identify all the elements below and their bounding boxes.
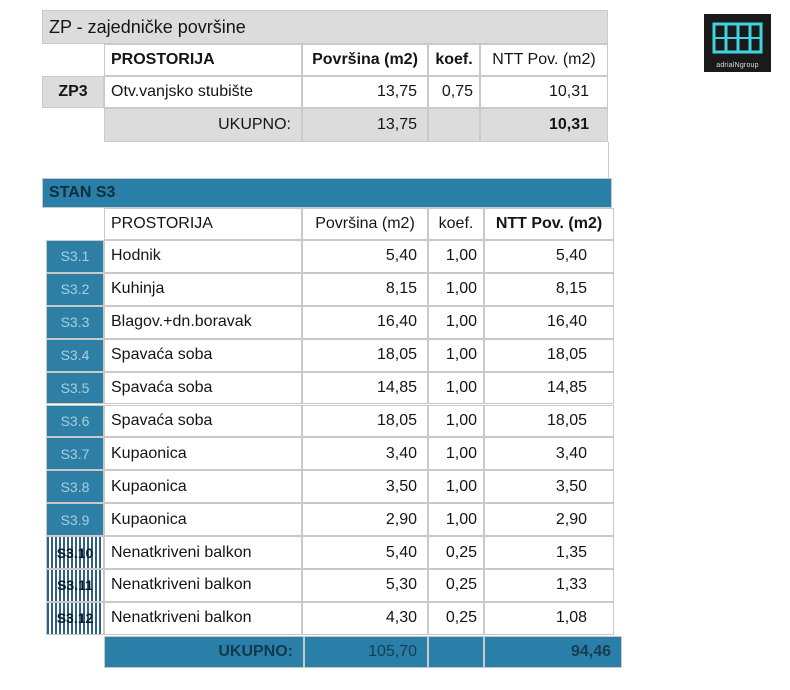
stan-row-area: 8,15 (302, 273, 428, 306)
zp-header-coef: koef. (428, 44, 480, 76)
stan-row-room: Kupaonica (104, 503, 302, 536)
stan-row-room: Kupaonica (104, 470, 302, 503)
stan-header-ntt: NTT Pov. (m2) (484, 208, 614, 240)
stan-header-coef: koef. (428, 208, 484, 240)
stan-row-coef: 0,25 (428, 536, 484, 569)
stan-row-id: S3.7 (46, 437, 104, 470)
stan-row-id: S3.11 (46, 569, 104, 602)
stan-total-label-cell (104, 636, 304, 668)
zp-section-title: ZP - zajedničke površine (42, 10, 608, 44)
zp-total-ntt: 10,31 (480, 108, 608, 142)
stan-row-room: Nenatkriveni balkon (104, 602, 302, 635)
stan-row-room: Spavaća soba (104, 405, 302, 438)
stan-total-label: UKUPNO: (218, 643, 293, 660)
stan-section-title: STAN S3 (42, 178, 612, 208)
stan-total-ntt: 94,46 (484, 636, 622, 668)
stan-row-coef: 0,25 (428, 569, 484, 602)
stan-row-id: S3.1 (46, 240, 104, 273)
stan-row-id: S3.6 (46, 405, 104, 438)
stan-row-coef: 1,00 (428, 372, 484, 405)
stan-row-room: Nenatkriveni balkon (104, 536, 302, 569)
stan-row-room: Spavaća soba (104, 339, 302, 372)
stan-row-ntt: 3,50 (484, 470, 614, 503)
stan-row-ntt: 1,33 (484, 569, 614, 602)
stan-row-area: 4,30 (302, 602, 428, 635)
stan-row-coef: 1,00 (428, 339, 484, 372)
zp-row-ntt: 10,31 (480, 76, 608, 108)
stan-row-ntt: 14,85 (484, 372, 614, 405)
company-logo (704, 14, 771, 72)
zp-total-coef-empty (428, 108, 480, 142)
stan-row-coef: 1,00 (428, 240, 484, 273)
logo-text: adrialNgroup (716, 62, 759, 69)
stan-row-ntt: 3,40 (484, 437, 614, 470)
stan-total-area: 105,70 (304, 636, 428, 668)
zp-header-room: PROSTORIJA (104, 44, 302, 76)
stan-row-id: S3.10 (46, 536, 104, 569)
stan-row-coef: 1,00 (428, 273, 484, 306)
stan-row-room: Spavaća soba (104, 372, 302, 405)
stan-row-area: 3,40 (302, 437, 428, 470)
stan-row-ntt: 5,40 (484, 240, 614, 273)
stan-row-coef: 1,00 (428, 405, 484, 438)
logo-mark-icon (704, 14, 771, 60)
stan-header-room: PROSTORIJA (104, 208, 302, 240)
stan-row-ntt: 2,90 (484, 503, 614, 536)
stan-row-area: 5,40 (302, 536, 428, 569)
stan-row-area: 5,30 (302, 569, 428, 602)
stan-row-coef: 1,00 (428, 503, 484, 536)
zp-row-area: 13,75 (302, 76, 428, 108)
zp-header-area: Površina (m2) (302, 44, 428, 76)
stan-row-area: 5,40 (302, 240, 428, 273)
stan-row-room: Kupaonica (104, 437, 302, 470)
stan-row-ntt: 16,40 (484, 306, 614, 339)
stan-row-ntt: 18,05 (484, 339, 614, 372)
stan-row-ntt: 1,35 (484, 536, 614, 569)
zp-row-room: Otv.vanjsko stubište (104, 76, 302, 108)
stan-row-room: Hodnik (104, 240, 302, 273)
stan-row-room: Nenatkriveni balkon (104, 569, 302, 602)
stan-row-room: Kuhinja (104, 273, 302, 306)
stan-row-coef: 0,25 (428, 602, 484, 635)
section-divider-line (608, 142, 609, 178)
stan-total-coef-empty (428, 636, 484, 668)
stan-row-id: S3.12 (46, 602, 104, 635)
stan-row-ntt: 8,15 (484, 273, 614, 306)
stan-row-id: S3.2 (46, 273, 104, 306)
stan-row-area: 18,05 (302, 405, 428, 438)
zp-header-ntt: NTT Pov. (m2) (480, 44, 608, 76)
stan-row-coef: 1,00 (428, 470, 484, 503)
stan-row-area: 3,50 (302, 470, 428, 503)
zp-total-label: UKUPNO: (104, 108, 302, 142)
stan-header-area: Površina (m2) (302, 208, 428, 240)
stan-row-ntt: 1,08 (484, 602, 614, 635)
stan-row-coef: 1,00 (428, 437, 484, 470)
stan-row-ntt: 18,05 (484, 405, 614, 438)
stan-row-area: 18,05 (302, 339, 428, 372)
stan-row-area: 2,90 (302, 503, 428, 536)
stan-row-id: S3.9 (46, 503, 104, 536)
stan-row-id: S3.3 (46, 306, 104, 339)
zp-row-coef: 0,75 (428, 76, 480, 108)
stan-row-area: 16,40 (302, 306, 428, 339)
stan-row-id: S3.8 (46, 470, 104, 503)
stan-row-room: Blagov.+dn.boravak (104, 306, 302, 339)
stan-row-area: 14,85 (302, 372, 428, 405)
stan-row-id: S3.5 (46, 372, 104, 405)
zp-total-area: 13,75 (302, 108, 428, 142)
zp-row-id: ZP3 (42, 76, 104, 108)
stan-row-coef: 1,00 (428, 306, 484, 339)
stan-row-id: S3.4 (46, 339, 104, 372)
